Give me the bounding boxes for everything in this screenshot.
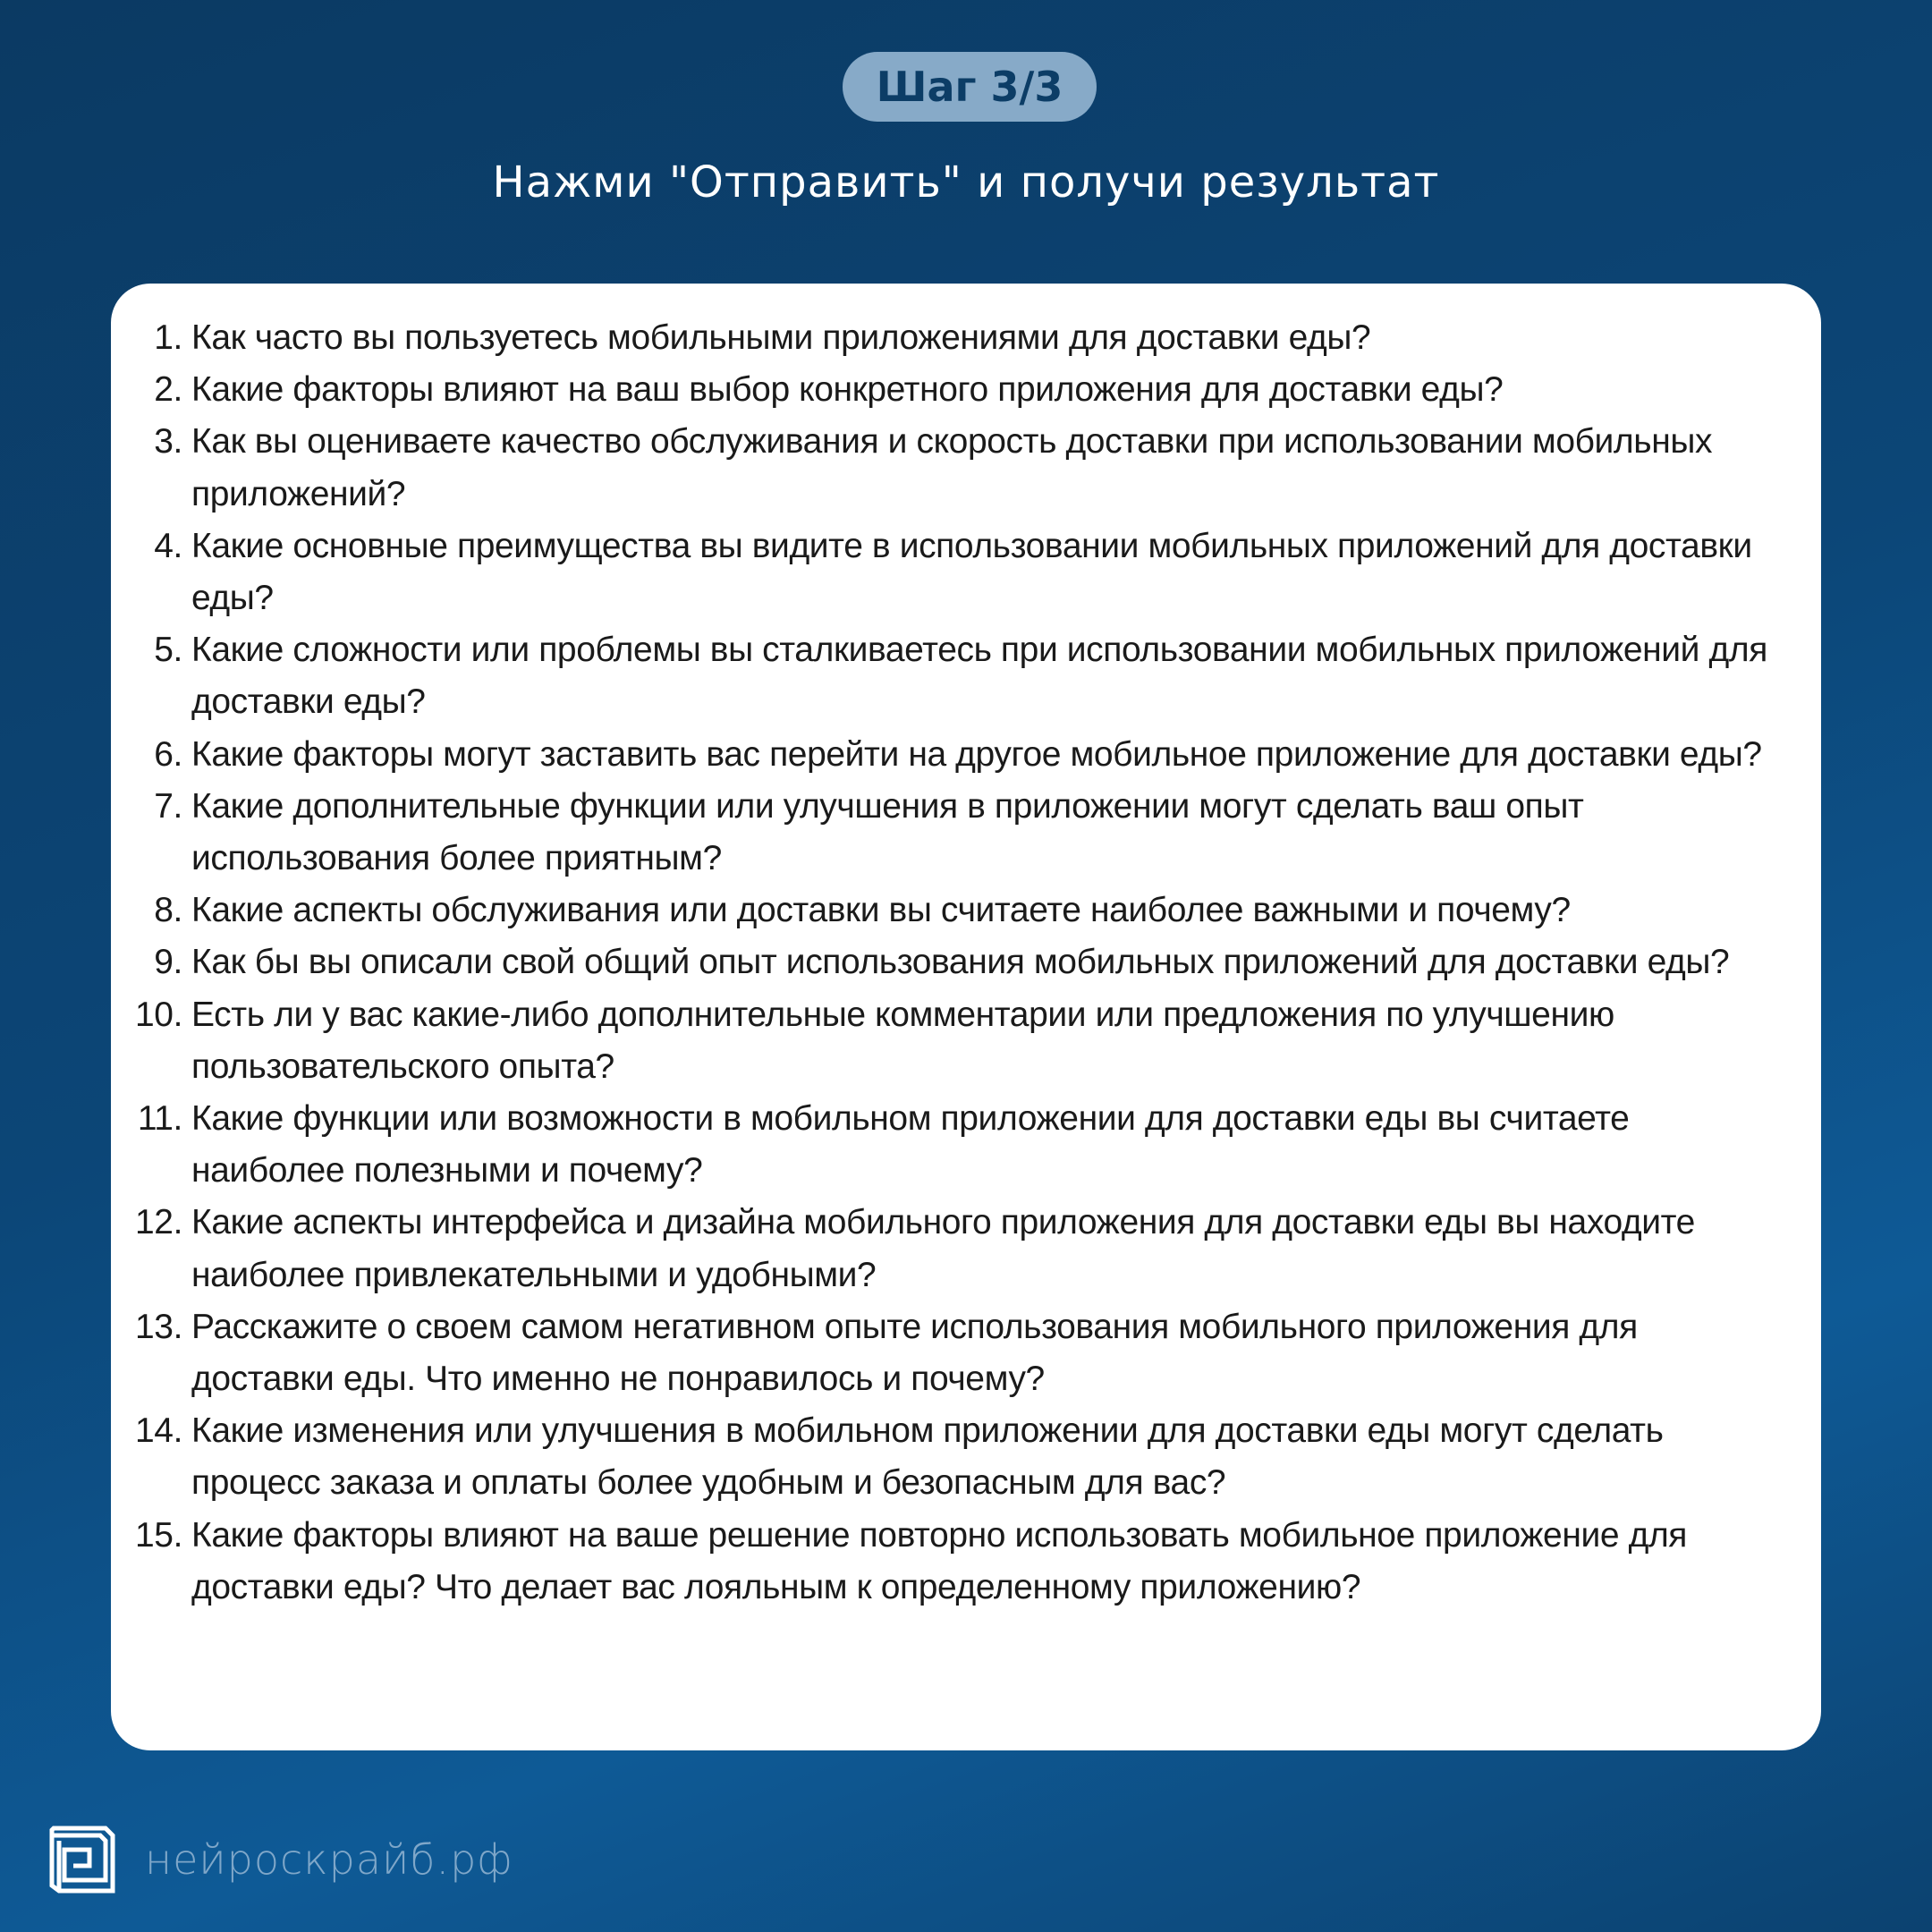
question-number: 14. (134, 1411, 182, 1451)
question-number: 9. (154, 943, 182, 982)
question-item (111, 364, 1785, 416)
question-item (111, 936, 1785, 988)
question-text: Какие аспекты обслуживания или доставки вы считаете наиболее важными и почему? (191, 891, 1571, 930)
question-text: Какие факторы могут заставить вас перейти на другое мобильное приложение для доставки еды? (191, 734, 1762, 774)
question-text: Как вы оцениваете качество обслуживания и скорость доставки при использовании мобильных приложений? (191, 422, 1713, 513)
question-text: Какие основные преимущества вы видите в использовании мобильных приложений для доставки еды? (191, 526, 1752, 618)
question-item (111, 1197, 1785, 1301)
questions-card (111, 284, 1821, 1750)
neuroscribe-logo-icon (47, 1823, 118, 1896)
question-text: Какие сложности или проблемы вы сталкиваетесь при использовании мобильных приложений для доставки еды? (191, 631, 1767, 722)
question-text: Есть ли у вас какие-либо дополнительные комментарии или предложения по улучшению пользовательского опыта? (191, 995, 1614, 1086)
question-number: 4. (154, 526, 182, 565)
question-number: 12. (134, 1203, 182, 1242)
site-link[interactable]: нейроскрайб.рф (145, 1835, 513, 1884)
question-number: 11. (137, 1099, 182, 1139)
question-text: Как бы вы описали свой общий опыт использования мобильных приложений для доставки еды? (191, 943, 1730, 982)
footer (47, 1823, 513, 1896)
question-text: Расскажите о своем самом негативном опыте использования мобильного приложения для доставки еды. Что именно не понравилось и почему? (191, 1307, 1638, 1399)
question-text: Какие изменения или улучшения в мобильном приложении для доставки еды могут сделать процесс заказа и оплаты более удобным и безопасным для вас? (191, 1411, 1664, 1503)
question-number: 3. (154, 422, 182, 462)
question-text: Какие функции или возможности в мобильном приложении для доставки еды вы считаете наиболее полезными и почему? (191, 1099, 1630, 1191)
question-item (111, 885, 1785, 936)
page-subtitle: Нажми "Отправить" и получи результат (492, 157, 1440, 208)
question-number: 13. (134, 1307, 182, 1346)
question-item (111, 521, 1785, 624)
question-item (111, 416, 1785, 520)
questions-list (111, 312, 1785, 1614)
question-number: 15. (134, 1515, 182, 1555)
question-item (111, 624, 1785, 728)
question-item (111, 1405, 1785, 1509)
question-number: 2. (154, 370, 182, 410)
question-text: Как часто вы пользуетесь мобильными приложениями для доставки еды? (191, 318, 1371, 357)
question-item (111, 729, 1785, 781)
question-item (111, 781, 1785, 885)
question-text: Какие аспекты интерфейса и дизайна мобильного приложения для доставки еды вы находите наиболее привлекательными и удобными? (191, 1203, 1695, 1294)
question-number: 8. (154, 891, 182, 930)
question-number: 10. (134, 995, 182, 1034)
question-text: Какие факторы влияют на ваше решение повторно использовать мобильное приложение для доставки еды? Что делает вас лояльным к определенному приложению? (191, 1515, 1688, 1606)
question-item (111, 1301, 1785, 1405)
question-text: Какие факторы влияют на ваш выбор конкретного приложения для доставки еды? (191, 370, 1504, 410)
question-number: 7. (154, 786, 182, 826)
question-text: Какие дополнительные функции или улучшения в приложении могут сделать ваш опыт использования более приятным? (191, 786, 1584, 878)
question-item (111, 989, 1785, 1093)
question-item (111, 1510, 1785, 1614)
question-item (111, 1093, 1785, 1197)
question-number: 6. (154, 734, 182, 774)
question-number: 1. (154, 318, 182, 357)
question-item (111, 312, 1785, 364)
step-badge: Шаг 3/3 (843, 52, 1097, 122)
question-number: 5. (154, 631, 182, 670)
